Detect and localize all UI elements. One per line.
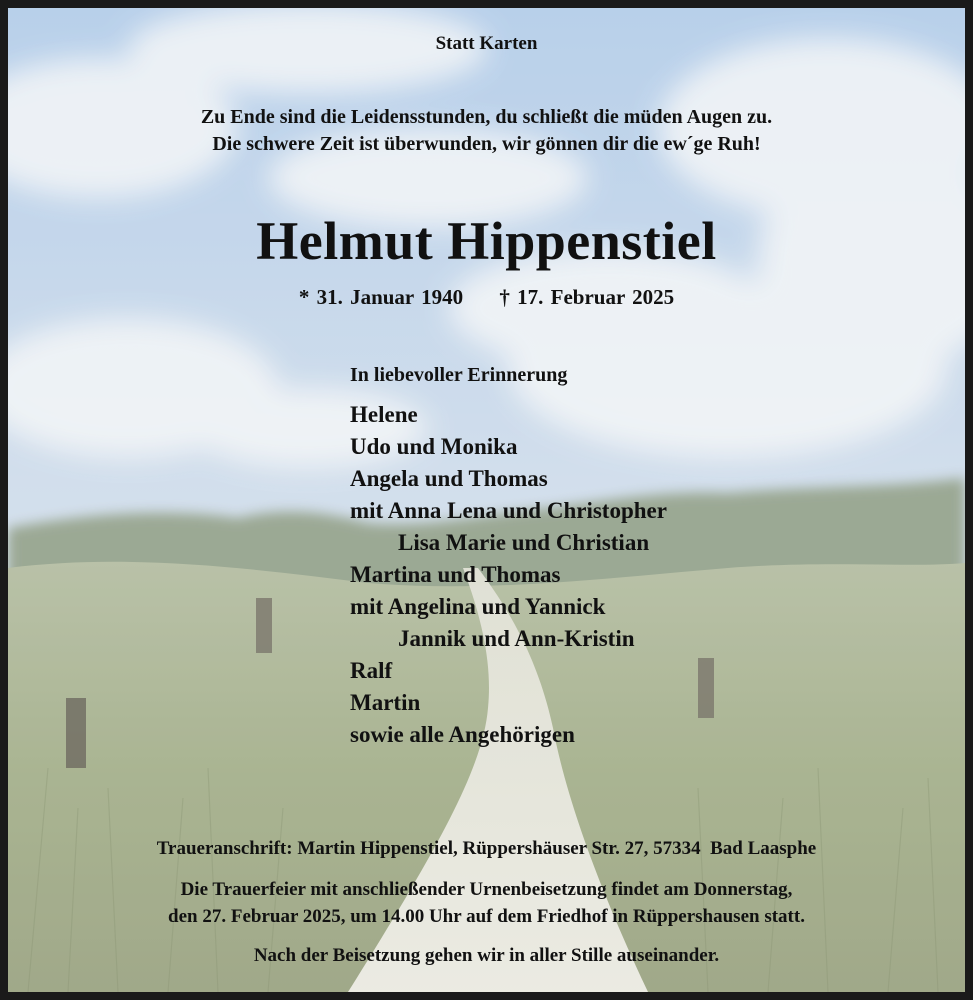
- life-dates: [8, 285, 965, 310]
- deceased-name: Helmut Hippenstiel: [256, 211, 717, 271]
- mourner-name: Ralf: [350, 658, 393, 683]
- mourners-list: [350, 399, 667, 751]
- memorial-verse: [8, 104, 965, 158]
- mourner-name: Helene: [350, 402, 418, 427]
- verse-line: Die schwere Zeit ist überwunden, wir gönnen dir die ew´ge Ruh!: [212, 133, 761, 155]
- death-date: † 17. Februar 2025: [499, 285, 675, 309]
- mourner-name: Udo und Monika: [350, 434, 518, 459]
- ceremony-info: [8, 876, 965, 930]
- verse-line: Zu Ende sind die Leidensstunden, du schließt die müden Augen zu.: [200, 106, 773, 128]
- mourner-name: Martin: [350, 690, 421, 715]
- mourner-name: mit Anna Lena und Christopher: [350, 498, 667, 523]
- mourning-address: Traueranschrift: Martin Hippenstiel, Rüppershäuser Str. 27, 57334 Bad Laasphe: [156, 838, 817, 859]
- mourner-name: Jannik und Ann-Kristin: [398, 626, 635, 651]
- mourner-name: Martina und Thomas: [350, 562, 561, 587]
- mourner-name: mit Angelina und Yannick: [350, 594, 606, 619]
- ceremony-line: Die Trauerfeier mit anschließender Urnenbeisetzung findet am Donnerstag,: [180, 879, 793, 900]
- birth-date: * 31. Januar 1940: [298, 285, 464, 309]
- memory-intro: In liebevoller Erinnerung: [350, 364, 568, 386]
- closing-note: Nach der Beisetzung gehen wir in aller Stille auseinander.: [253, 945, 720, 966]
- mourner-name: Angela und Thomas: [350, 466, 548, 491]
- mourner-name: sowie alle Angehörigen: [350, 722, 575, 747]
- mourner-name: Lisa Marie und Christian: [398, 530, 650, 555]
- statt-karten: Statt Karten: [435, 33, 538, 54]
- ceremony-line: den 27. Februar 2025, um 14.00 Uhr auf dem Friedhof in Rüppershausen statt.: [168, 906, 805, 927]
